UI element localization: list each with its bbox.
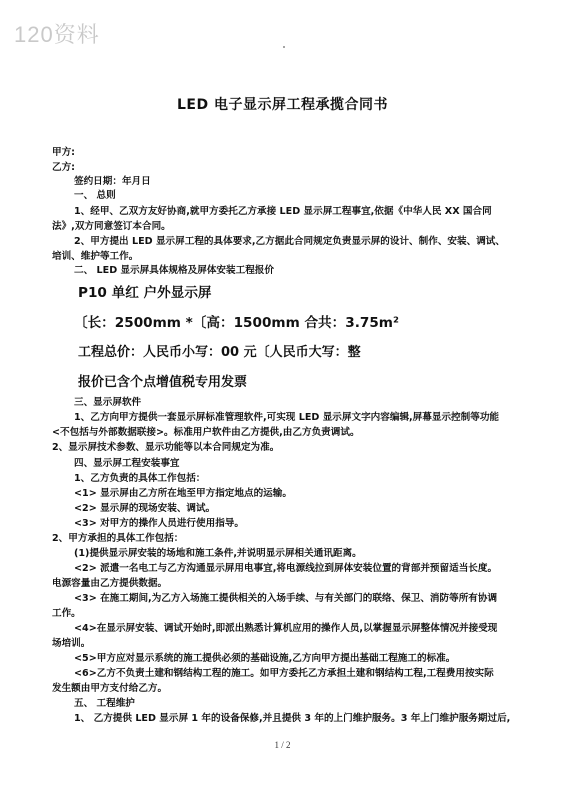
text-line: 1、经甲、乙双方友好协商,就甲方委托乙方承接 LED 显示屏工程事宜,依据《中华人民 XX 国合同 <box>74 206 492 217</box>
text-line: 法》,双方同意签订本合同。 <box>52 221 171 232</box>
text-line: <2> 派遣一名电工与乙方沟通显示屏用电事宜,将电源线拉到屏体安装位置的背部并预留适当长度。 <box>74 563 498 574</box>
decorative-dot <box>283 46 285 48</box>
text-line: 发生额由甲方支付给乙方。 <box>52 683 168 694</box>
text-line: 二、 LED 显示屏具体规格及屏体安装工程报价 <box>74 265 274 276</box>
text-line: 培训、维护等工作。 <box>52 251 139 262</box>
text-line: P10 单红 户外显示屏 <box>78 285 212 301</box>
text-line: 2、显示屏技术参数、显示功能等以本合同规定为准。 <box>52 442 280 453</box>
text-line: 电源容量由乙方提供数据。 <box>52 578 168 589</box>
text-line: <3> 对甲方的操作人员进行使用指导。 <box>74 518 244 529</box>
text-line: <3> 在施工期间,为乙方入场施工提供相关的入场手续、与有关部门的联络、保卫、消防等所有协调 <box>74 593 498 604</box>
text-line: 〔长：2500mm *〔高：1500mm 合共：3.75m² <box>74 315 399 331</box>
text-line: 1、 乙方提供 LED 显示屏 1 年的设备保修,并且提供 3 年的上门维护服务。3 年上门维护服务期过后, <box>74 713 511 724</box>
text-line: 签约日期：年月日 <box>74 176 151 187</box>
text-line: 2、甲方提出 LED 显示屏工程的具体要求,乙方据此合同规定负责显示屏的设计、制作、安装、调试、 <box>74 236 505 247</box>
text-line: <6>乙方不负责土建和钢结构工程的施工。如甲方委托乙方承担土建和钢结构工程,工程费用按实际 <box>74 668 494 679</box>
text-line: (1)提供显示屏安装的场地和施工条件,并说明显示屏相关通讯距离。 <box>74 548 362 559</box>
text-line: <不包括与外部数据联接>。标准用户软件由乙方提供,由乙方负责调试。 <box>52 427 360 438</box>
text-line: 工程总价：人民币小写：00 元〔人民币大写：整 <box>78 345 361 360</box>
document-title: LED 电子显示屏工程承揽合同书 <box>177 97 388 113</box>
text-line: 一、 总则 <box>74 190 116 201</box>
text-line: <1> 显示屏由乙方所在地至甲方指定地点的运输。 <box>74 488 292 499</box>
text-line: 工作。 <box>52 608 81 619</box>
text-line: 甲方: <box>52 147 76 158</box>
page-number: 1 / 2 <box>274 740 291 750</box>
text-line: <2> 显示屏的现场安装、调试。 <box>74 503 216 514</box>
text-line: <5>甲方应对显示系统的施工提供必须的基础设施,乙方向甲方提出基础工程施工的标准。 <box>74 653 456 664</box>
text-line: 1、乙方向甲方提供一套显示屏标准管理软件,可实现 LED 显示屏文字内容编辑,屏幕显示控制等功能 <box>74 412 500 423</box>
watermark: 120资料 <box>14 22 100 47</box>
text-line: 四、显示屏工程安装事宜 <box>74 458 180 469</box>
text-line: 三、显示屏软件 <box>74 397 142 408</box>
text-line: 场培训。 <box>52 638 91 649</box>
text-line: <4>在显示屏安装、调试开始时,即派出熟悉计算机应用的操作人员,以掌握显示屏整体情况并接受现 <box>74 623 498 634</box>
text-line: 五、 工程维护 <box>74 698 135 709</box>
text-line: 2、甲方承担的具体工作包括： <box>52 533 184 544</box>
text-line: 乙方: <box>52 162 76 173</box>
text-line: 报价已含个点增值税专用发票 <box>78 375 248 390</box>
text-line: 1、乙方负责的具体工作包括： <box>74 473 206 484</box>
